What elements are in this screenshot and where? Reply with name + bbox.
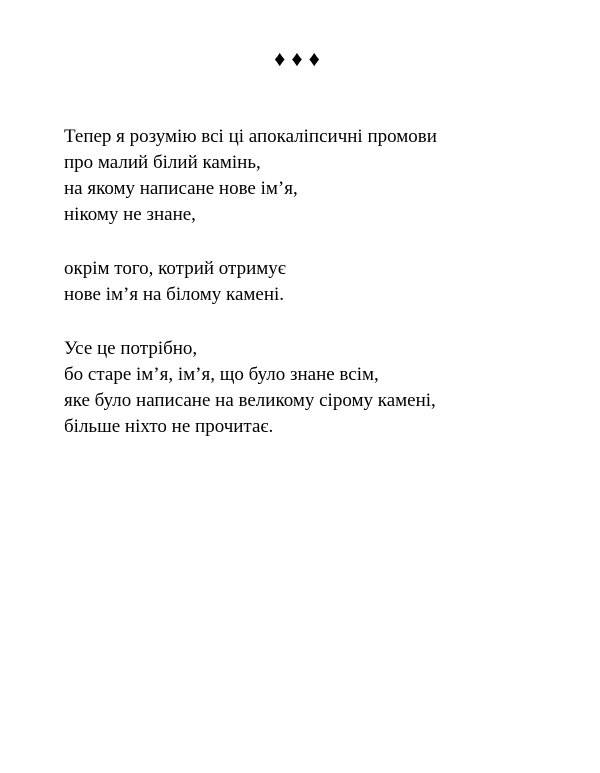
stanza <box>64 124 584 228</box>
poem-line: бо старе ім’я, ім’я, що було знане всім, <box>64 364 379 385</box>
poem-line: на якому написане нове ім’я, <box>64 178 298 199</box>
poem-line: Тепер я розумію всі ці апокаліпсичні промови <box>64 126 437 147</box>
poem-line: окрім того, котрий отримує <box>64 258 286 279</box>
diamond-ornament: ♦♦♦ <box>274 46 326 71</box>
poem-line: Усе це потрібно, <box>64 338 198 359</box>
poem-line: яке було написане на великому сірому камені, <box>64 390 436 411</box>
poem-line: про малий білий камінь, <box>64 152 261 173</box>
stanza <box>64 336 584 440</box>
poem <box>64 124 584 468</box>
poem-line: нікому не знане, <box>64 204 196 225</box>
poem-line: більше ніхто не прочитає. <box>64 416 274 437</box>
stanza <box>64 256 584 308</box>
poem-line: нове ім’я на білому камені. <box>64 284 285 305</box>
